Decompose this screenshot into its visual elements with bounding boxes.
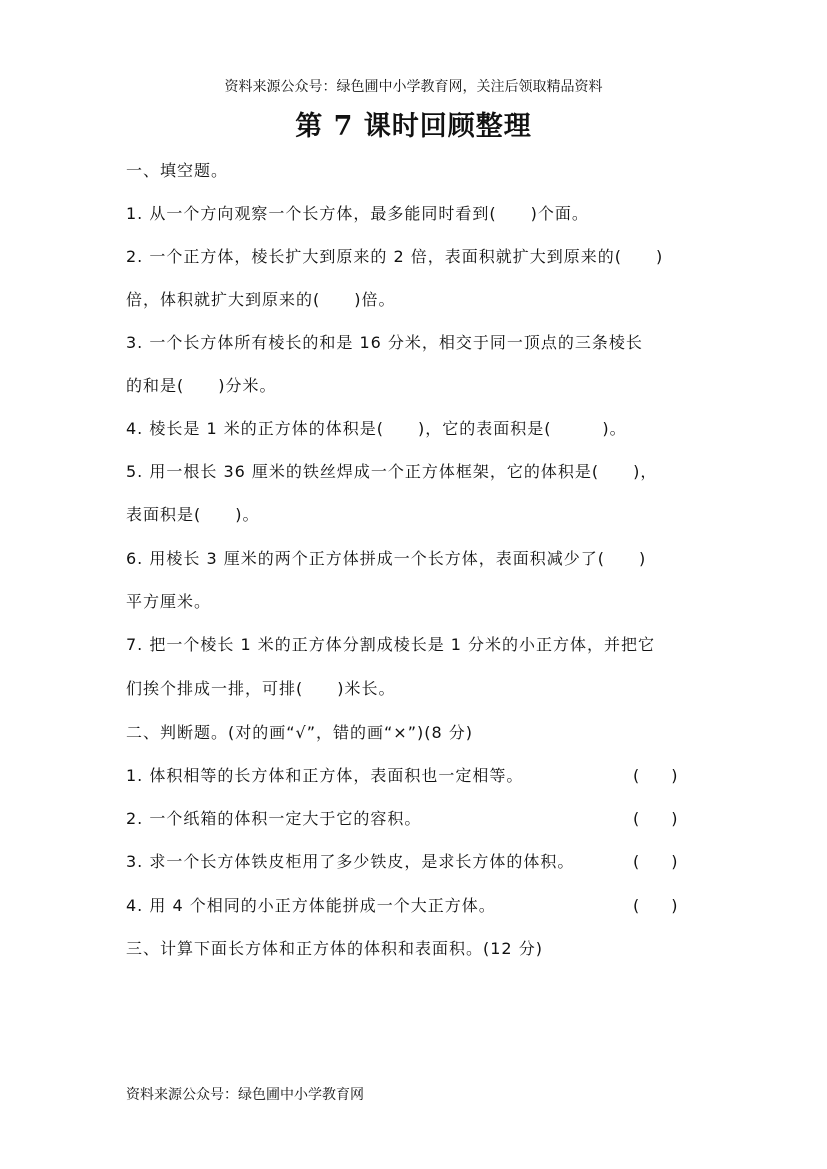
section-heading-true-false: 二、判断题。(对的画“√”，错的画“×”)(8 分)	[126, 723, 473, 742]
question-fill-2-line1: 2. 一个正方体，棱长扩大到原来的 2 倍，表面积就扩大到原来的( )	[126, 247, 664, 266]
answer-paren-4: ( )	[633, 896, 678, 915]
footer-source-note: 资料来源公众号：绿色圃中小学教育网	[126, 1087, 364, 1103]
question-fill-7-line2: 们挨个排成一排，可排( )米长。	[126, 679, 396, 698]
header-source-note: 资料来源公众号：绿色圃中小学教育网，关注后领取精品资料	[224, 79, 603, 95]
section-heading-calculation: 三、计算下面长方体和正方体的体积和表面积。(12 分)	[126, 939, 543, 958]
answer-paren-2: ( )	[633, 809, 678, 828]
question-judge-2: 2. 一个纸箱的体积一定大于它的容积。	[126, 809, 422, 828]
answer-paren-1: ( )	[633, 766, 678, 785]
question-fill-5-line2: 表面积是( )。	[126, 505, 260, 524]
question-fill-6-line1: 6. 用棱长 3 厘米的两个正方体拼成一个长方体，表面积减少了( )	[126, 549, 647, 568]
question-fill-7-line1: 7. 把一个棱长 1 米的正方体分割成棱长是 1 分米的小正方体，并把它	[126, 635, 656, 654]
question-judge-3: 3. 求一个长方体铁皮柜用了多少铁皮，是求长方体的体积。	[126, 852, 575, 871]
question-judge-4: 4. 用 4 个相同的小正方体能拼成一个大正方体。	[126, 896, 496, 915]
page-title: 第 7 课时回顾整理	[295, 111, 532, 142]
question-fill-2-line2: 倍，体积就扩大到原来的( )倍。	[126, 290, 396, 309]
question-fill-4: 4. 棱长是 1 米的正方体的体积是( )，它的表面积是( )。	[126, 419, 627, 438]
question-fill-5-line1: 5. 用一根长 36 厘米的铁丝焊成一个正方体框架，它的体积是( )，	[126, 462, 658, 481]
question-fill-3-line2: 的和是( )分米。	[126, 376, 277, 395]
answer-paren-3: ( )	[633, 852, 678, 871]
question-fill-3-line1: 3. 一个长方体所有棱长的和是 16 分米，相交于同一顶点的三条棱长	[126, 333, 643, 352]
question-fill-6-line2: 平方厘米。	[126, 592, 212, 611]
question-fill-1: 1. 从一个方向观察一个长方体，最多能同时看到( )个面。	[126, 204, 589, 223]
question-judge-1: 1. 体积相等的长方体和正方体，表面积也一定相等。	[126, 766, 524, 785]
section-heading-fill-in: 一、填空题。	[126, 161, 229, 180]
